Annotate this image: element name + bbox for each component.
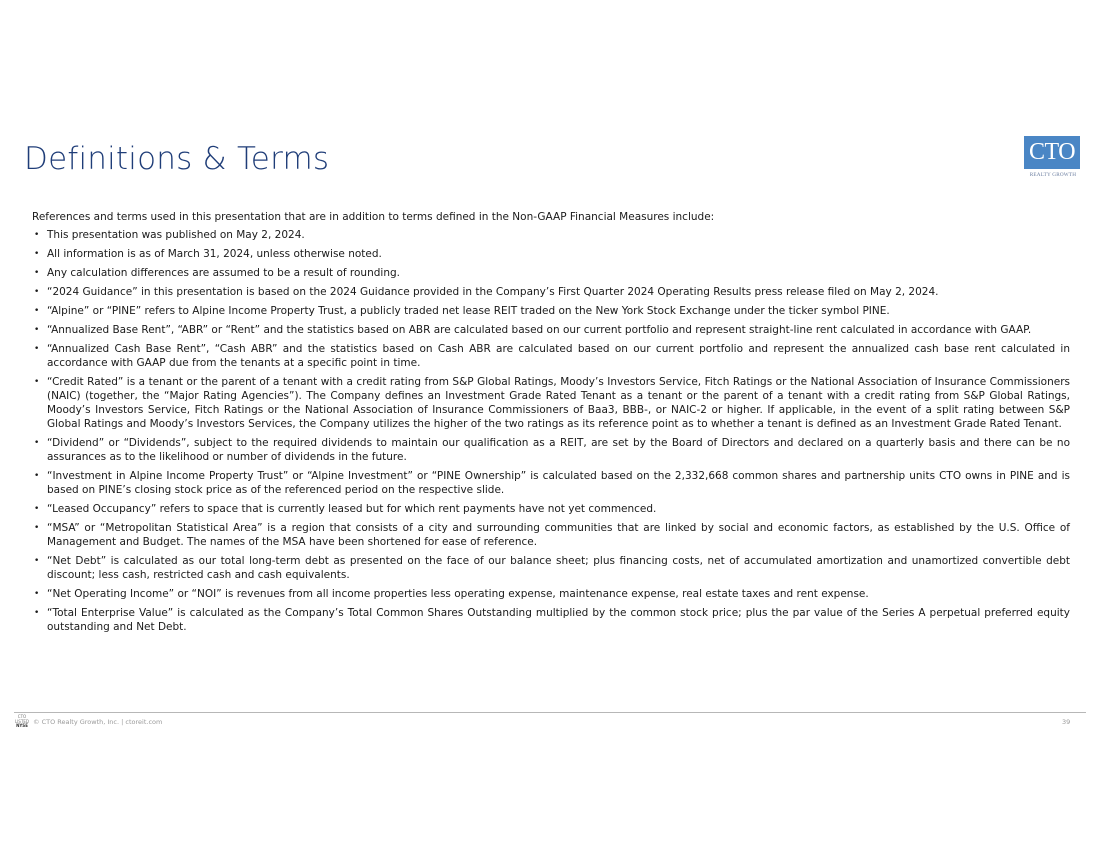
- footer-logo-nyse: NYSE: [16, 723, 28, 729]
- list-item: • “Credit Rated” is a tenant or the parent of a tenant with a credit rating from S&P Global Ratings, Moody’s Investors Service, Fitch Ratings or the National Association of Insurance Commissioners (NAIC) (together, the “Major Rating Agencies”). The Company defines an Investment Grade Rated Tenant as a tenant or the parent of a tenant with a credit rating from S&P Global Ratings, Moody’s Investors Service, Fitch Ratings or the National Association of Insurance Commissioners of Baa3, BBB-, or NAIC-2 or higher. If applicable, in the event of a split rating between S&P Global Ratings and Moody’s Investors Services, the Company utilizes the higher of the two ratings as its reference point as to whether a tenant is defined as an Investment Grade Rated Tenant.: [32, 375, 1070, 431]
- list-item: • “MSA” or “Metropolitan Statistical Area” is a region that consists of a city and surrounding communities that are linked by social and economic factors, as established by the U.S. Office of Management and Budget. The names of the MSA have been shortened for ease of reference.: [32, 521, 1070, 549]
- list-item: • “Dividend” or “Dividends”, subject to the required dividends to maintain our qualification as a REIT, are set by the Board of Directors and declared on a quarterly basis and there can be no assurances as to the likelihood or number of dividends in the future.: [32, 436, 1070, 464]
- footer-logo-top: CTO: [17, 714, 27, 719]
- list-item: • “Total Enterprise Value” is calculated as the Company’s Total Common Shares Outstanding multiplied by the common stock price; plus the par value of the Series A perpetual preferred equity outstanding and Net Debt.: [32, 606, 1070, 634]
- intro-text: References and terms used in this presentation that are in addition to terms defined in the Non-GAAP Financial Measures include:: [32, 211, 715, 223]
- definitions-content: [32, 210, 1070, 639]
- list-item: • “2024 Guidance” in this presentation is based on the 2024 Guidance provided in the Company’s First Quarter 2024 Operating Results press release filed on May 2, 2024.: [32, 285, 1070, 299]
- list-item: • All information is as of March 31, 2024, unless otherwise noted.: [32, 247, 1070, 261]
- logo-mark: CTO: [1024, 136, 1080, 169]
- list-item: • “Net Debt” is calculated as our total long-term debt as presented on the face of our balance sheet; plus financing costs, net of accumulated amortization and unamortized convertible debt discount; less cash, restricted cash and cash equivalents.: [32, 554, 1070, 582]
- page-number: 39: [1062, 718, 1071, 726]
- footer-logo: [14, 715, 30, 729]
- footer-divider: [14, 712, 1086, 713]
- logo-tagline: REALTY GROWTH: [1029, 172, 1077, 178]
- list-item: • “Leased Occupancy” refers to space that is currently leased but for which rent payments have not yet commenced.: [32, 502, 1070, 516]
- list-item: • “Annualized Cash Base Rent”, “Cash ABR” and the statistics based on Cash ABR are calculated based on our current portfolio and represent the annualized cash base rent calculated in accordance with GAAP due from the tenants at a specific point in time.: [32, 342, 1070, 370]
- footer-logo-mid: LISTED: [15, 718, 29, 724]
- list-item: • “Alpine” or “PINE” refers to Alpine Income Property Trust, a publicly traded net lease REIT traded on the New York Stock Exchange under the ticker symbol PINE.: [32, 304, 1070, 318]
- terms-list: [32, 228, 1070, 634]
- list-item: • “Net Operating Income” or “NOI” is revenues from all income properties less operating expense, maintenance expense, real estate taxes and rent expense.: [32, 587, 1070, 601]
- list-item: • “Investment in Alpine Income Property Trust” or “Alpine Investment” or “PINE Ownership” is calculated based on the 2,332,668 common shares and partnership units CTO owns in PINE and is based on PINE’s closing stock price as of the referenced period on the respective slide.: [32, 469, 1070, 497]
- list-item: • Any calculation differences are assumed to be a result of rounding.: [32, 266, 1070, 280]
- page-title: Definitions & Terms: [24, 141, 330, 177]
- list-item: • This presentation was published on May 2, 2024.: [32, 228, 1070, 242]
- company-logo: [1024, 136, 1082, 182]
- list-item: • “Annualized Base Rent”, “ABR” or “Rent” and the statistics based on ABR are calculated based on our current portfolio and represent straight-line rent calculated in accordance with GAAP.: [32, 323, 1070, 337]
- footer-copyright: © CTO Realty Growth, Inc. | ctoreit.com: [33, 718, 163, 726]
